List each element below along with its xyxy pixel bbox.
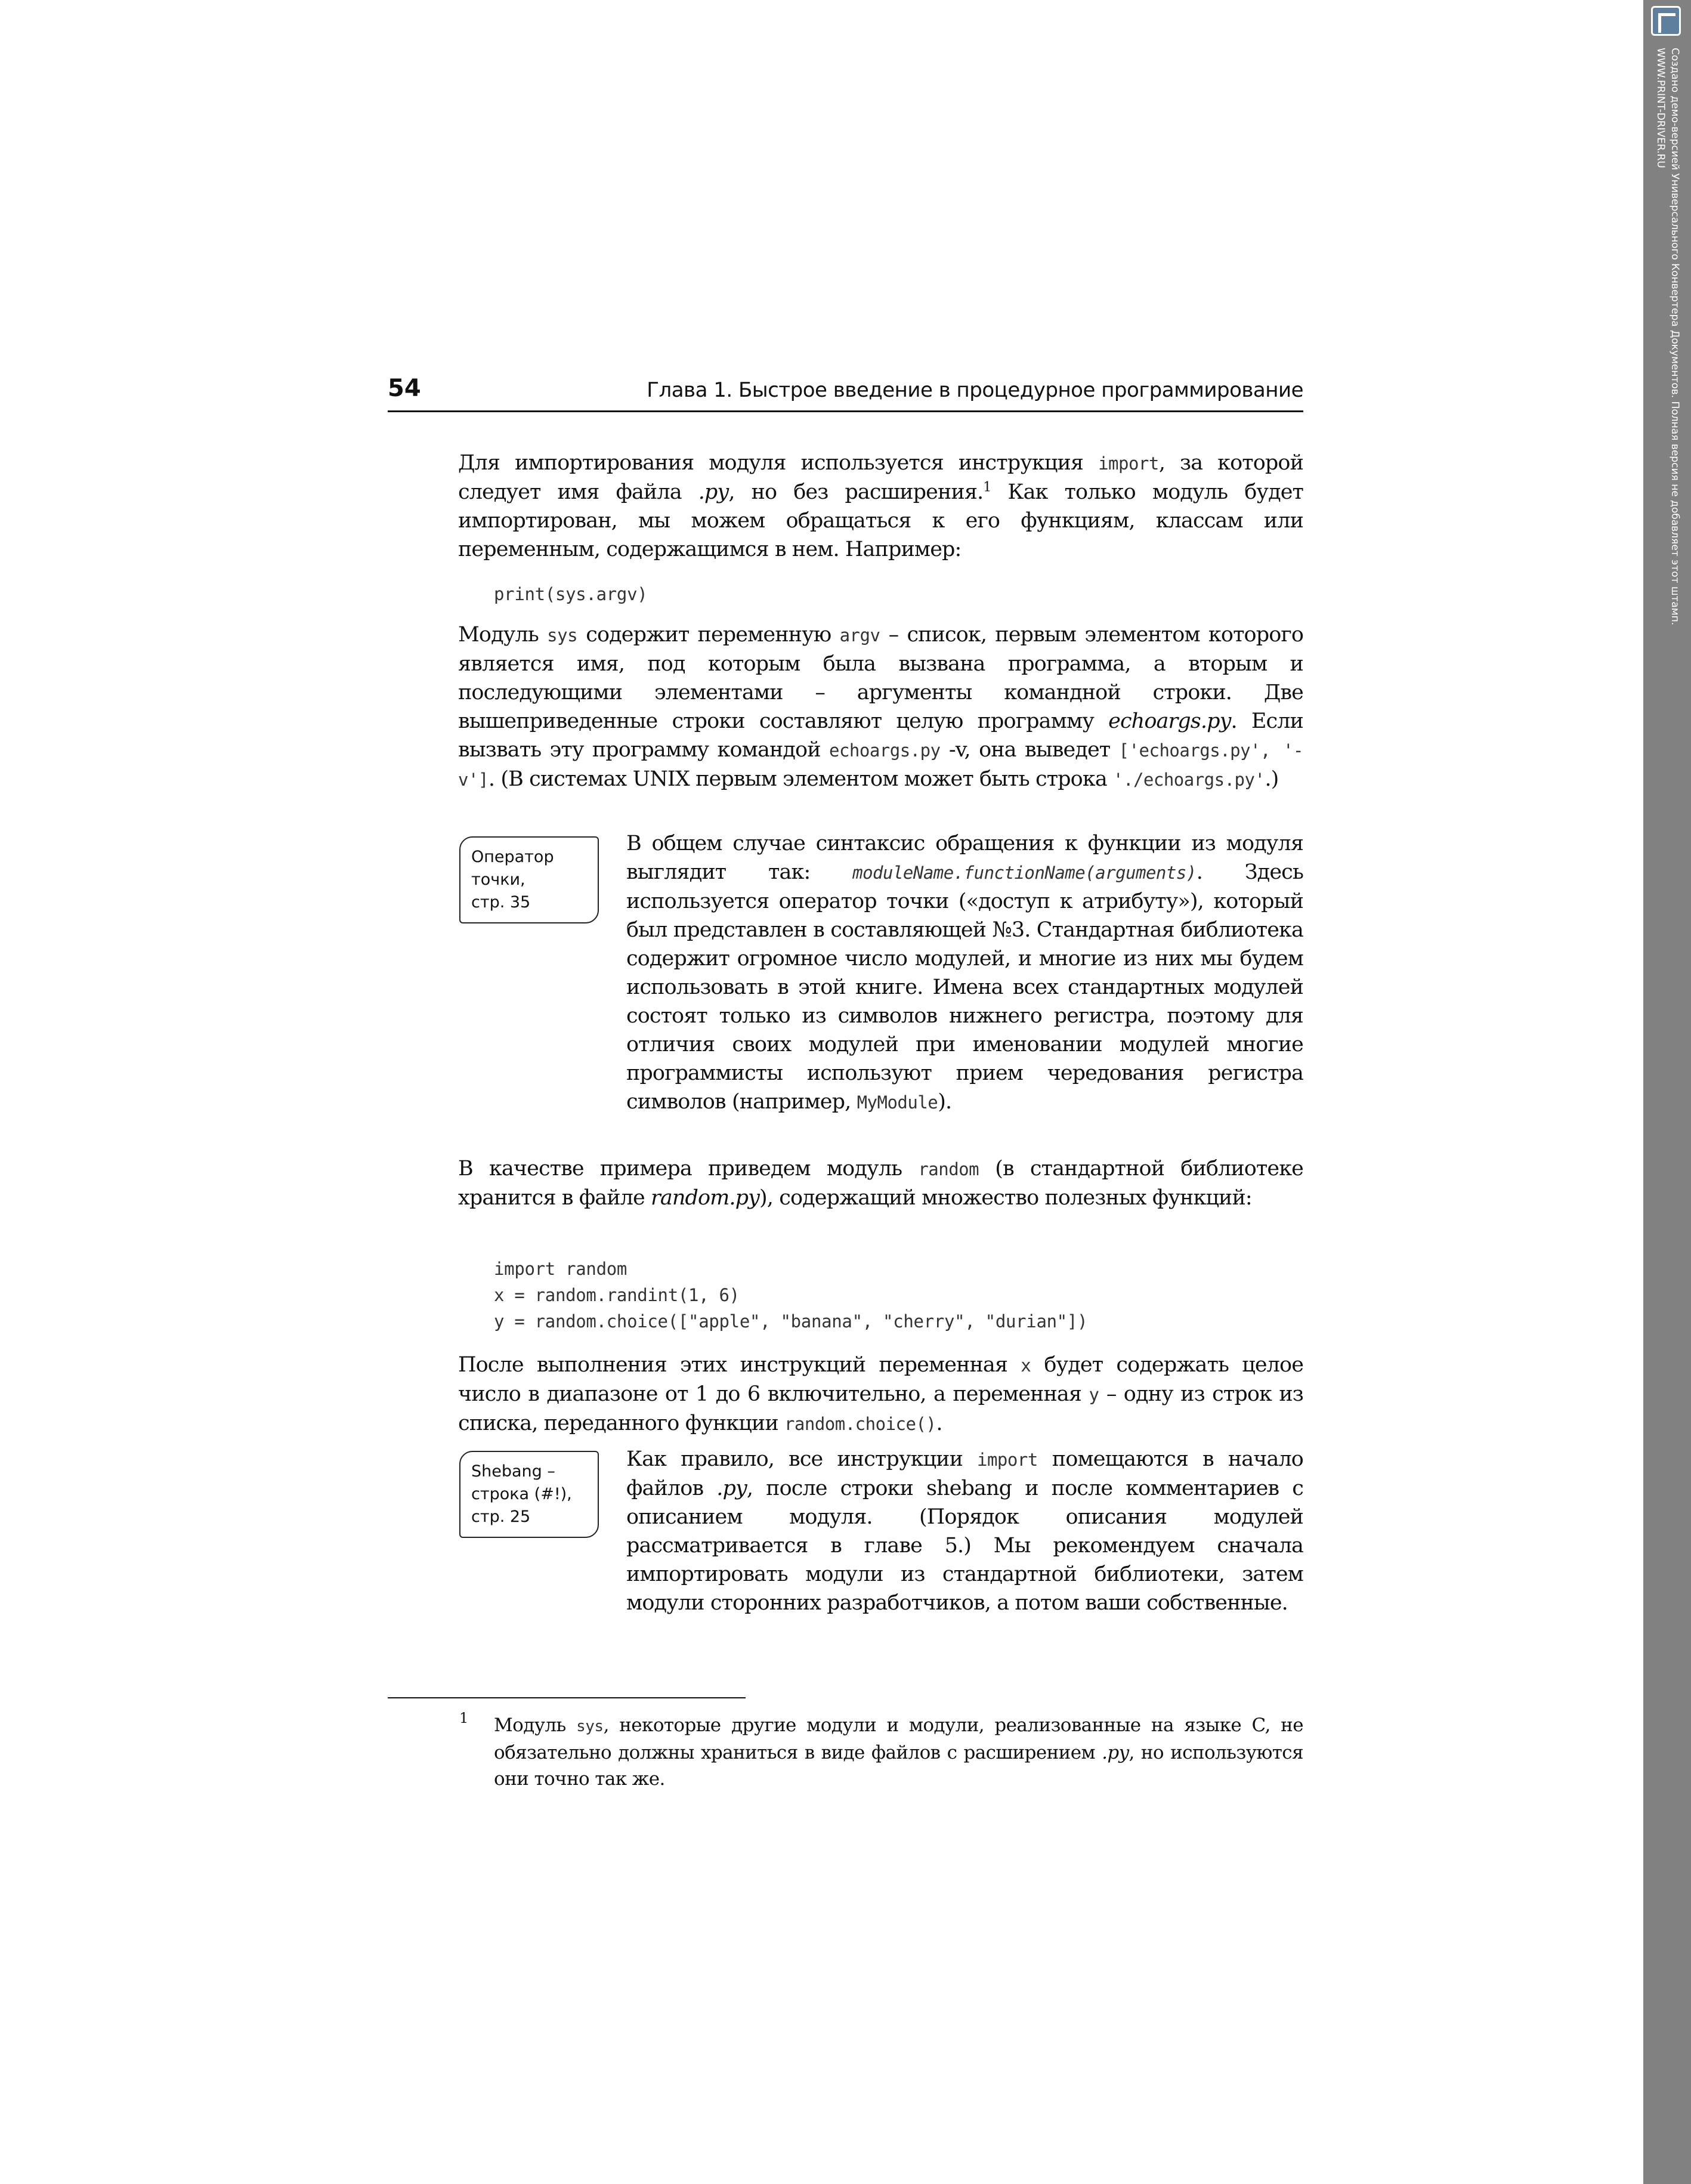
converter-logo-icon	[1651, 6, 1681, 36]
watermark-line-1: Создано демо-версией Универсального Конвертера Документов. Полная версия не добавляет этот штамп.	[1669, 48, 1681, 626]
watermark-text	[1653, 48, 1682, 644]
footnote-text: Модуль sys, некоторые другие модули и модули, реализованные на языке C, не обязательно должны храниться в виде файлов с расширением .py, но используются они точно так же.	[494, 1715, 1303, 1790]
margin-note-shebang: Shebang – строка (#!), стр. 25	[459, 1451, 599, 1538]
code-block-random: import random x = random.randint(1, 6) y = random.choice(["apple", "banana", "cherry", "durian"])	[494, 1259, 1088, 1332]
paragraph-after-execution: После выполнения этих инструкций переменная x будет содержать целое число в диапазоне от 1 до 6 включительно, а переменная y – одну из строк из списка, переданного функции random.choice().	[458, 1353, 1304, 1435]
paragraph-random-module: В качестве примера приведем модуль random (в стандартной библиотеке хранится в файле random.py), содержащий множество полезных функций:	[458, 1157, 1303, 1210]
paragraph-sys-argv: Модуль sys содержит переменную argv – список, первым элементом которого является имя, под которым была вызвана программа, а вторым и последующими элементами – аргументы командной строки. Две вышеприведенные строки составляют целую программу echoargs.py. Если вызвать эту программу командой echoargs.py -v, она выведет ['echoargs.py', '-v']. (В системах UNIX первым элементом может быть строка './echoargs.py'.)	[458, 623, 1303, 791]
paragraph-import: Для импортирования модуля используется инструкция import, за которой следует имя файла .py, но без расширения.$^1$ Как только модуль будет импортирован, мы можем обращаться к его функциям, классам или переменным, содержащимся в нем. Например:	[458, 451, 1303, 561]
inline-code: import	[1098, 453, 1159, 474]
paragraph-function-syntax: В общем случае синтаксис обращения к функции из модуля выглядит так: moduleName.functionName(arguments). Здесь используется оператор точки («доступ к атрибуту»), который был представлен в составляющей №3. Стандартная библиотека содержит огромное число модулей, и многие из них мы будем использовать в этой книге. Имена всех стандартных модулей состоят только из символов нижнего регистра, поэтому для отличия своих модулей при именовании модулей многие программисты используют прием чередования регистра символов (например, MyModule).	[626, 832, 1303, 1114]
paragraph-import-order: Как правило, все инструкции import помещаются в начало файлов .py, после строки shebang и после комментариев с описанием модуля. (Порядок описания модулей рассматривается в главе 5.) Мы рекомендуем сначала импортировать модули из стандартной библиотеки, затем модули сторонних разработчиков, а потом ваши собственные.	[626, 1447, 1303, 1615]
running-header-title: Глава 1. Быстрое введение в процедурное программирование	[647, 378, 1303, 402]
code-block-print: print(sys.argv)	[494, 584, 648, 604]
watermark-line-2: WWW.PRINT-DRIVER.RU	[1655, 48, 1667, 168]
footnote-ref: 1	[983, 480, 991, 495]
page-number: 54	[388, 375, 421, 402]
footnote-marker: 1	[459, 1710, 469, 1726]
footnote-rule	[388, 1697, 746, 1698]
margin-note-dot-operator: Оператор точки, стр. 35	[459, 836, 599, 923]
header-rule	[388, 410, 1303, 412]
